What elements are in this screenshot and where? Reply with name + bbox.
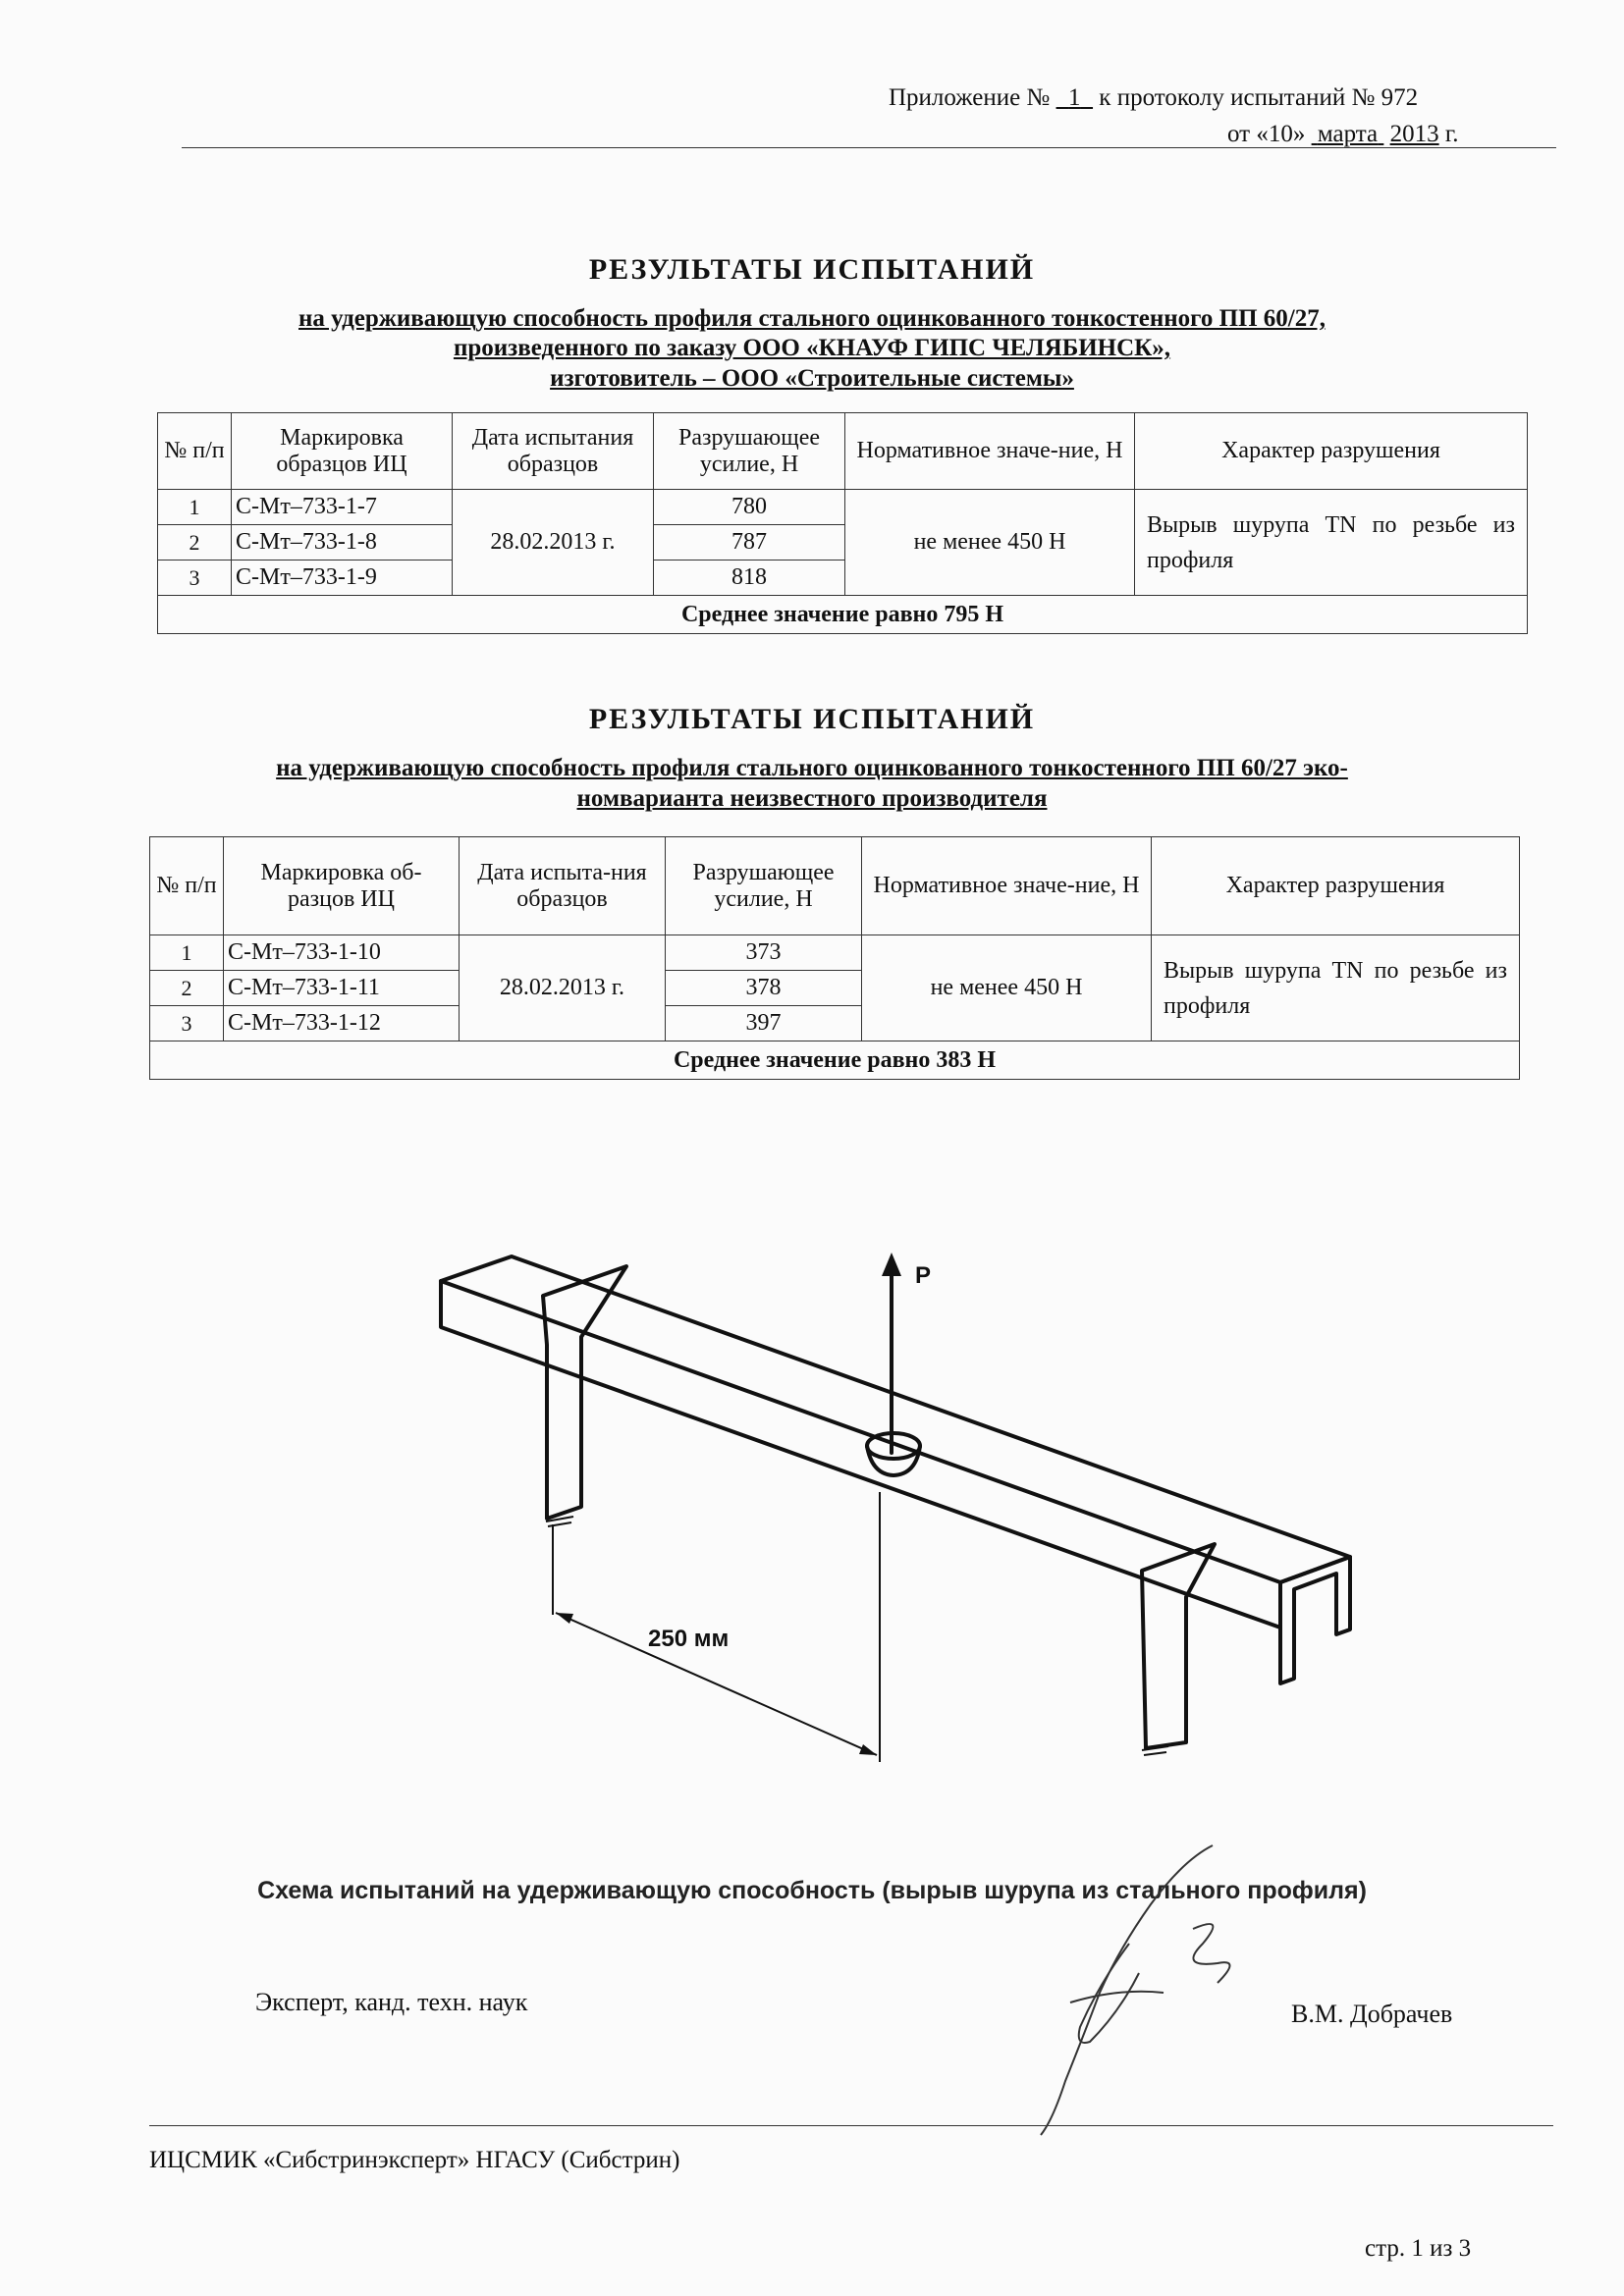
- breaking-force: 378: [666, 971, 862, 1006]
- profile-front-face: [441, 1281, 1280, 1628]
- row-number: 2: [158, 525, 232, 561]
- average-value: Среднее значение равно 383 Н: [150, 1041, 1520, 1080]
- column-header: Характер разрушения: [1152, 837, 1520, 935]
- column-header: Нормативное значе-ние, Н: [845, 413, 1135, 490]
- row-number: 1: [150, 935, 224, 971]
- force-arrow-head: [882, 1253, 901, 1276]
- sample-mark: С-Мт–733-1-7: [232, 490, 453, 525]
- column-header: № п/п: [150, 837, 224, 935]
- average-value: Среднее значение равно 795 Н: [158, 596, 1528, 634]
- left-support: [543, 1266, 626, 1519]
- page-number: стр. 1 из 3: [1365, 2235, 1472, 2262]
- section1-subtitle-line2: произведенного по заказу ООО «КНАУФ ГИПС ЧЕЛЯБИНСК»,: [453, 335, 1171, 361]
- column-header: Характер разрушения: [1135, 413, 1528, 490]
- section1-subtitle-line3: изготовитель – ООО «Строительные системы»: [550, 365, 1074, 392]
- section2-subtitle-line2: номварианта неизвестного производителя: [576, 785, 1048, 812]
- section2-subtitle-line1: на удерживающую способность профиля стального оцинкованного тонкостенного ПП 60/27 эко-: [276, 755, 1348, 781]
- column-header: Разрушающее усилие, Н: [666, 837, 862, 935]
- column-header: Маркировка образцов ИЦ: [232, 413, 453, 490]
- column-header: Дата испытания образцов: [453, 413, 654, 490]
- protocol-number: 972: [1380, 84, 1419, 111]
- sample-mark: С-Мт–733-1-10: [224, 935, 460, 971]
- breaking-force: 373: [666, 935, 862, 971]
- expert-title: Эксперт, канд. техн. наук: [255, 1988, 528, 2016]
- test-scheme-drawing: [0, 1207, 1624, 1777]
- table-row: [150, 935, 1520, 971]
- results-table-2: [149, 836, 1520, 1080]
- failure-mode: Вырыв шурупа TN по резьбе из профиля: [1152, 935, 1520, 1041]
- table-average-row: [150, 1041, 1520, 1080]
- sample-mark: С-Мт–733-1-11: [224, 971, 460, 1006]
- footer-organization: ИЦСМИК «Сибстринэксперт» НГАСУ (Сибстрин): [149, 2147, 680, 2173]
- scheme-caption: Схема испытаний на удерживающую способность (вырыв шурупа из стального профиля): [257, 1877, 1367, 1904]
- test-date: 28.02.2013 г.: [460, 935, 666, 1041]
- force-label: P: [915, 1262, 932, 1289]
- row-number: 2: [150, 971, 224, 1006]
- expert-name: В.М. Добрачев: [1291, 2000, 1453, 2028]
- breaking-force: 818: [654, 561, 845, 596]
- column-header: Маркировка об-разцов ИЦ: [224, 837, 460, 935]
- table-average-row: [158, 596, 1528, 634]
- row-number: 1: [158, 490, 232, 525]
- profile-top-face: [441, 1256, 1350, 1582]
- row-number: 3: [150, 1006, 224, 1041]
- profile-end-face: [1280, 1557, 1350, 1683]
- breaking-force: 787: [654, 525, 845, 561]
- column-header: № п/п: [158, 413, 232, 490]
- dimension-label: 250 мм: [648, 1626, 730, 1652]
- protocol-date-line: от «10» марта 2013 г.: [1227, 121, 1459, 147]
- normative-value: не менее 450 Н: [862, 935, 1152, 1041]
- footer-rule: [149, 2125, 1553, 2126]
- right-support: [1142, 1544, 1215, 1748]
- sample-mark: С-Мт–733-1-8: [232, 525, 453, 561]
- row-number: 3: [158, 561, 232, 596]
- breaking-force: 397: [666, 1006, 862, 1041]
- table-header-row: [158, 413, 1528, 490]
- column-header: Разрушающее усилие, Н: [654, 413, 845, 490]
- sample-mark: С-Мт–733-1-12: [224, 1006, 460, 1041]
- breaking-force: 780: [654, 490, 845, 525]
- test-date: 28.02.2013 г.: [453, 490, 654, 596]
- failure-mode: Вырыв шурупа TN по резьбе из профиля: [1135, 490, 1528, 596]
- appendix-number: 1: [1068, 84, 1081, 111]
- header-rule: [182, 147, 1556, 148]
- table-row: [158, 490, 1528, 525]
- section1-subtitle-line1: на удерживающую способность профиля стального оцинкованного тонкостенного ПП 60/27,: [298, 305, 1326, 332]
- sample-mark: С-Мт–733-1-9: [232, 561, 453, 596]
- results-table-1: [157, 412, 1528, 634]
- section2-title: РЕЗУЛЬТАТЫ ИСПЫТАНИЙ: [588, 703, 1036, 735]
- column-header: Дата испыта-ния образцов: [460, 837, 666, 935]
- handwritten-signature: [982, 1836, 1335, 2150]
- column-header: Нормативное значе-ние, Н: [862, 837, 1152, 935]
- appendix-header-line: Приложение № 1 к протоколу испытаний № 972: [889, 84, 1419, 111]
- normative-value: не менее 450 Н: [845, 490, 1135, 596]
- table-header-row: [150, 837, 1520, 935]
- section1-title: РЕЗУЛЬТАТЫ ИСПЫТАНИЙ: [588, 253, 1036, 286]
